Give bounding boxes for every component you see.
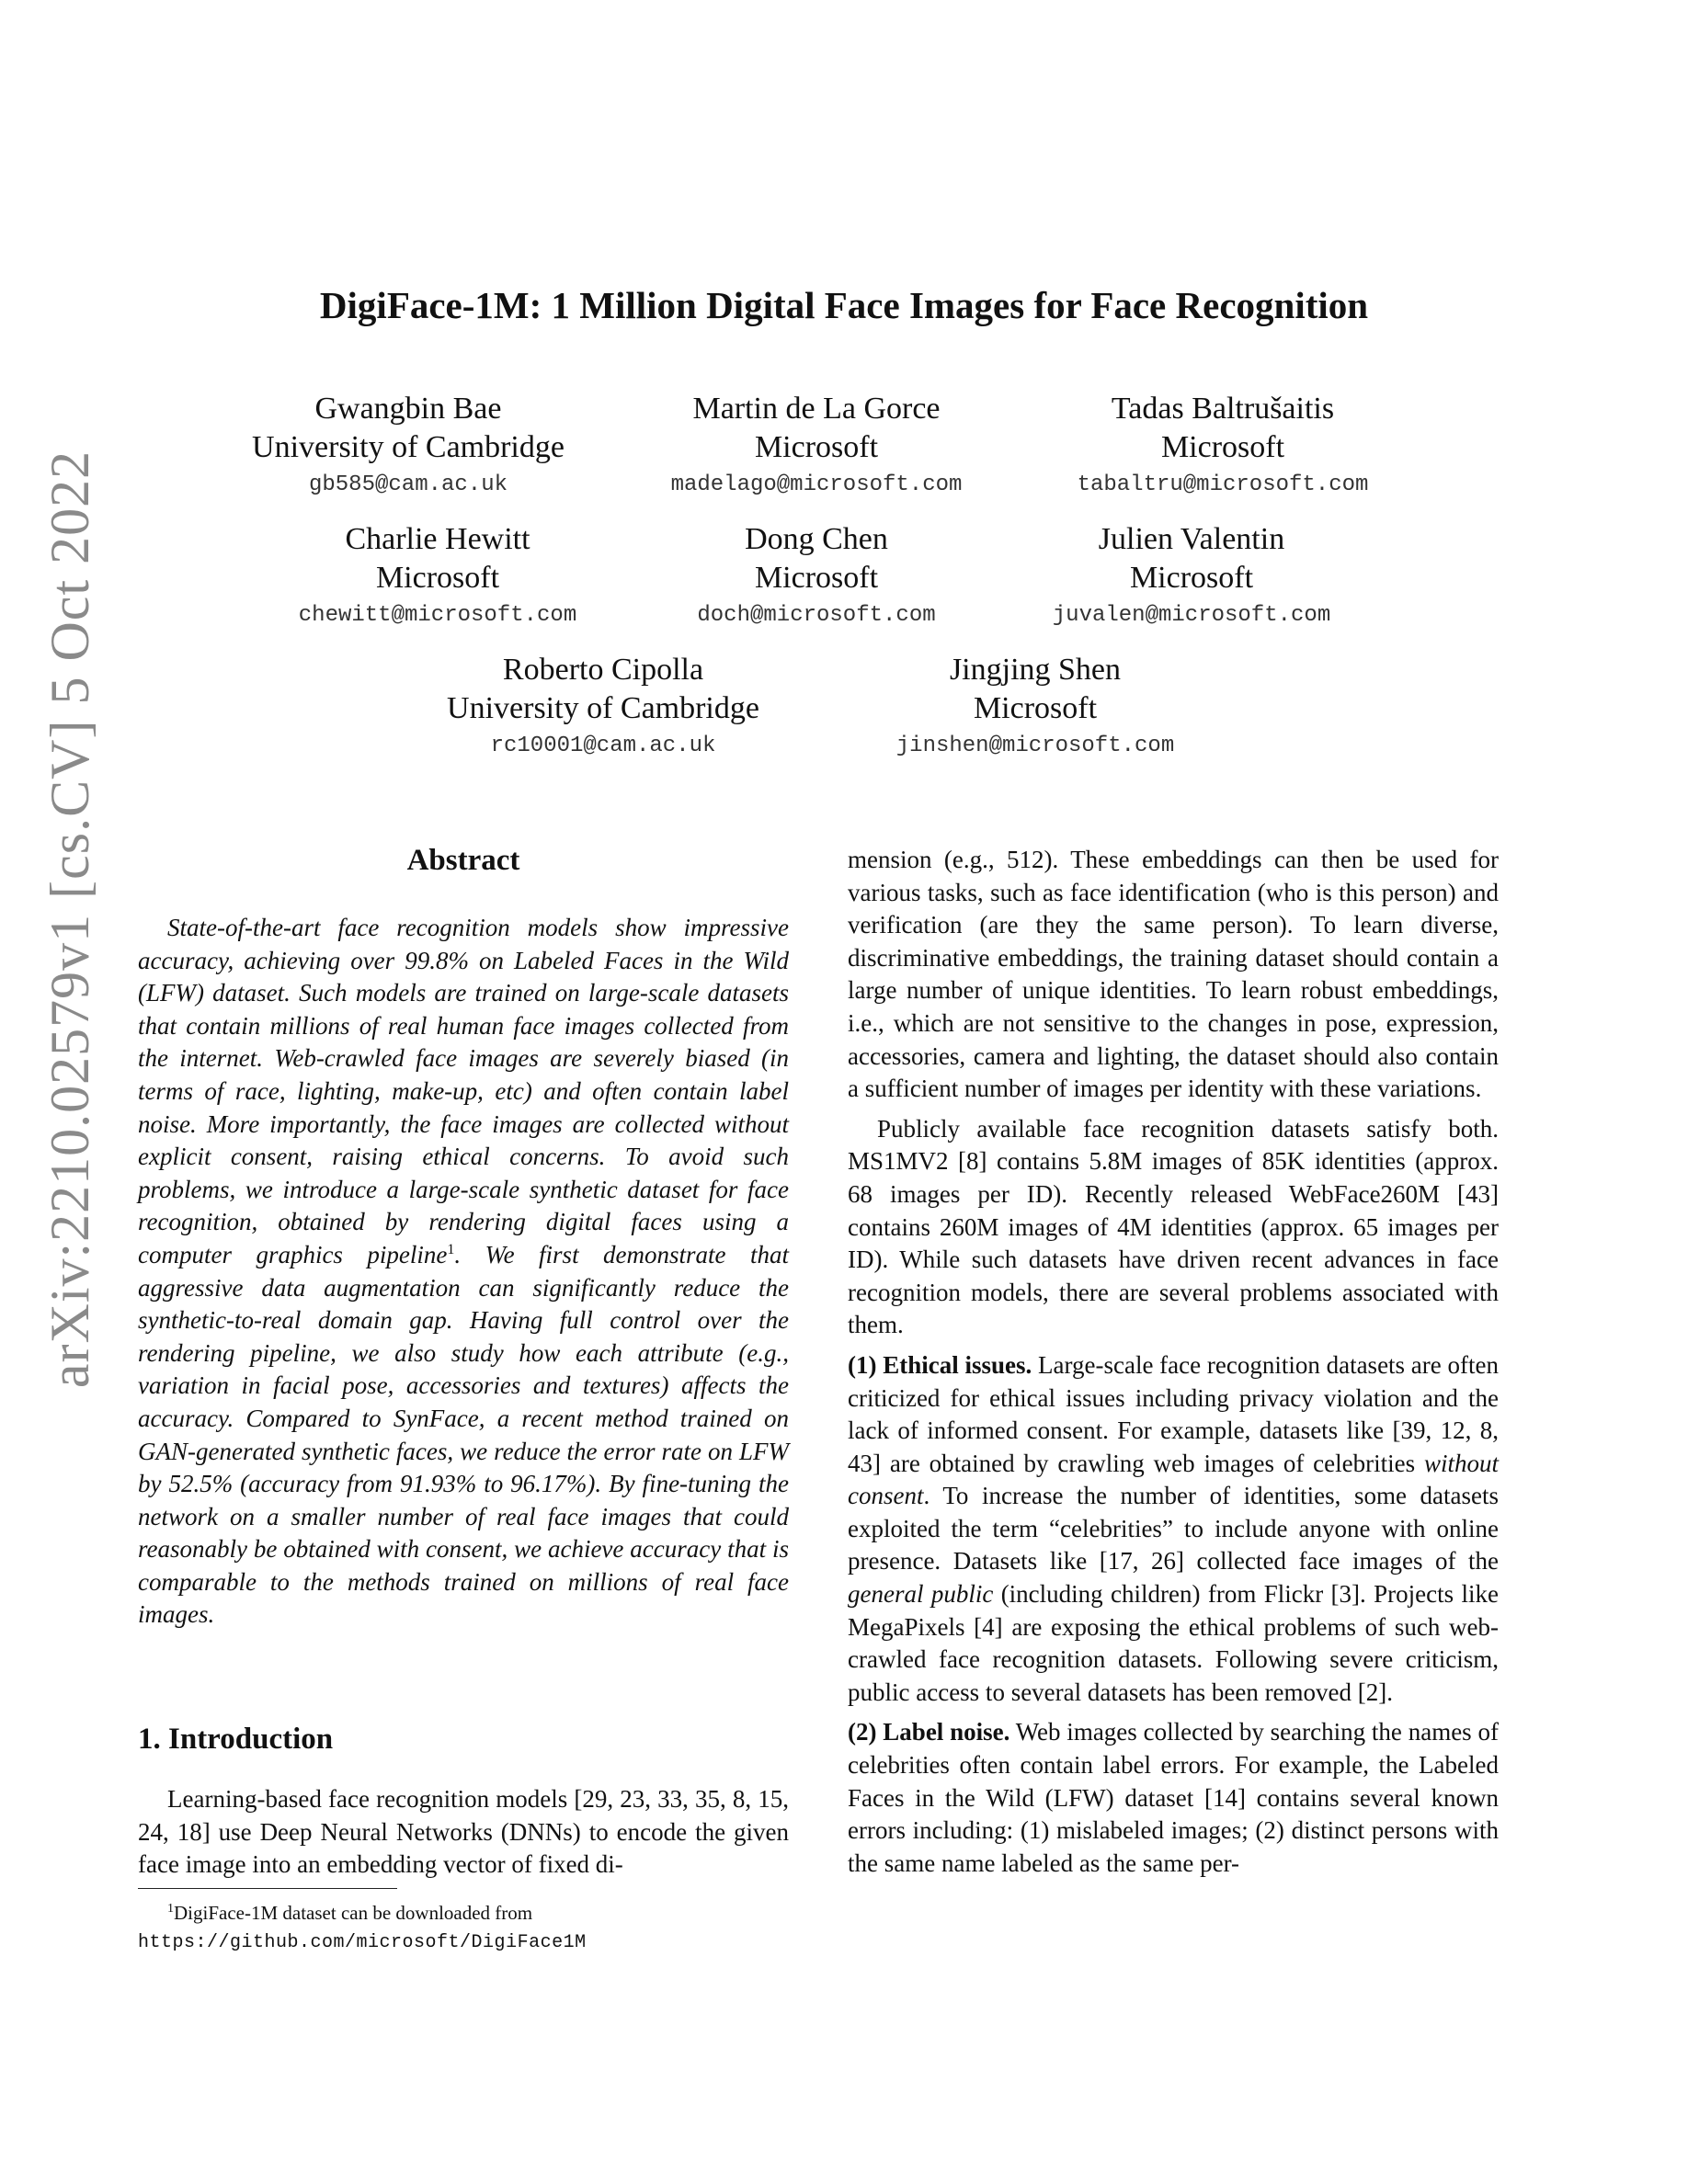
author-name: Julien Valentin xyxy=(1098,522,1285,556)
author-email[interactable]: rc10001@cam.ac.uk xyxy=(490,734,716,758)
right-column xyxy=(848,844,1499,1887)
author-affiliation: Microsoft xyxy=(754,561,879,595)
footnote xyxy=(138,1895,789,1957)
paragraph-ethical-issues xyxy=(848,1349,1499,1710)
emphasis-text: general public xyxy=(848,1580,994,1609)
author-affiliation: Microsoft xyxy=(1129,561,1254,595)
author-block xyxy=(965,390,1480,504)
author-email[interactable]: madelago@microsoft.com xyxy=(670,472,963,497)
author-affiliation: University of Cambridge xyxy=(252,430,565,464)
author-block xyxy=(934,520,1449,634)
abstract-heading: Abstract xyxy=(406,844,520,877)
author-email[interactable]: jinshen@microsoft.com xyxy=(895,734,1175,758)
arxiv-identifier-stamp: arXiv:2210.02579v1 [cs.CV] 5 Oct 2022 xyxy=(40,449,100,1389)
paper-title: DigiFace-1M: 1 Million Digital Face Images for Face Recognition xyxy=(319,284,1369,326)
introduction-paragraph: Learning-based face recognition models [29, 23, 33, 35, 8, 15, 24, 18] use Deep Neural Networks (DNNs) to encode the given face image into an embedding vector of fixed di- xyxy=(138,1785,789,1879)
author-email[interactable]: gb585@cam.ac.uk xyxy=(308,472,508,497)
section-heading-introduction: 1. Introduction xyxy=(138,1723,334,1756)
author-name: Martin de La Gorce xyxy=(692,392,941,426)
author-name: Jingjing Shen xyxy=(949,653,1122,687)
paragraph: Publicly available face recognition datasets satisfy both. MS1MV2 [8] contains 5.8M images of 85K identities (approx. 68 images per ID). Recently released WebFace260M [43] contains 260M images of 4M identities (approx. 65 images per ID). While such datasets have driven recent advances in face recognition models, there are several problems associated with them. xyxy=(848,1114,1499,1339)
author-name: Gwangbin Bae xyxy=(314,392,502,426)
paragraph-label: (1) Ethical issues. xyxy=(848,1350,1032,1379)
abstract-text-part2: . We first demonstrate that aggressive data augmentation can significantly reduce the synthetic-to-real domain gap. Having full control over the rendering pipeline, we also study how each attribute (e.g., variation in facial pose, accessories and textures) affects the accuracy. Compared to SynFace, a recent method trained on GAN-generated synthetic faces, we reduce the error rate on LFW by 52.5% (accuracy from 91.93% to 96.17%). By fine-tuning the network on a smaller number of real face images that could reasonably be obtained with consent, we achieve accuracy that is comparable to the methods trained on millions of real face images. xyxy=(138,1240,789,1629)
paragraph-text: . To increase the number of identities, some datasets exploited the term “celebrities” to include anyone with online presence. Datasets like [17, 26] collected face images of the xyxy=(848,1482,1499,1575)
author-email[interactable]: chewitt@microsoft.com xyxy=(298,603,577,628)
author-email[interactable]: doch@microsoft.com xyxy=(697,603,936,628)
paragraph-label-noise xyxy=(848,1716,1499,1880)
author-affiliation: Microsoft xyxy=(375,561,500,595)
author-affiliation: Microsoft xyxy=(754,430,879,464)
emphasis-text: without consent xyxy=(848,1449,1499,1510)
footnote-divider xyxy=(138,1888,397,1889)
author-name: Tadas Baltrušaitis xyxy=(1111,392,1335,426)
footnote-text: DigiFace-1M dataset can be downloaded from xyxy=(174,1902,533,1924)
author-name: Roberto Cipolla xyxy=(502,653,704,687)
author-name: Dong Chen xyxy=(745,522,888,556)
footnote-mark: 1 xyxy=(167,1902,174,1916)
paragraph-label: (2) Label noise. xyxy=(848,1718,1010,1746)
abstract-text-part1: State-of-the-art face recognition models show impressive accuracy, achieving over 99.8% on Labeled Faces in the Wild (LFW) dataset. Such models are trained on large-scale datasets that contain millions of real human face images collected from the internet. Web-crawled face images are severely biased (in terms of race, lighting, make-up, etc) and often contain label noise. More importantly, the face images are collected without explicit consent, raising ethical concerns. To avoid such problems, we introduce a large-scale synthetic dataset for face recognition, obtained by rendering digital faces using a computer graphics pipeline xyxy=(138,914,789,1268)
abstract-text xyxy=(138,912,789,1632)
paragraph-text: Large-scale face recognition datasets are often criticized for ethical issues including privacy violation and the lack of informed consent. For example, datasets like [39, 12, 8, 43] are obtained by crawling web images of celebrities xyxy=(848,1350,1499,1477)
author-name: Charlie Hewitt xyxy=(345,522,530,556)
author-affiliation: Microsoft xyxy=(973,691,1098,725)
footnote-url-link[interactable]: https://github.com/microsoft/DigiFace1M xyxy=(138,1932,587,1953)
author-affiliation: University of Cambridge xyxy=(447,691,759,725)
footnote-reference[interactable]: 1 xyxy=(447,1241,455,1257)
author-email[interactable]: juvalen@microsoft.com xyxy=(1052,603,1331,628)
paragraph-text: Web images collected by searching the names of celebrities often contain label errors. For example, the Labeled Faces in the Wild (LFW) dataset [14] contains several known errors including: (1) mislabeled images; (2) distinct persons with the same name labeled as the same per- xyxy=(848,1718,1499,1877)
author-email[interactable]: tabaltru@microsoft.com xyxy=(1077,472,1369,497)
author-block xyxy=(778,651,1293,765)
paragraph: mension (e.g., 512). These embeddings can then be used for various tasks, such as face identification (who is this person) and verification (are they the same person). To learn diverse, discriminative embeddings, the training dataset should contain a large number of unique identities. To learn robust embeddings, i.e., which are not sensitive to the changes in pose, expression, accessories, camera and lighting, the dataset should also contain a sufficient number of images per identity with these variations. xyxy=(848,846,1499,1103)
author-affiliation: Microsoft xyxy=(1160,430,1285,464)
paragraph-text: (including children) from Flickr [3]. Projects like MegaPixels [4] are exposing the ethical problems of such web-crawled face recognition datasets. Following severe criticism, public access to several datasets has been removed [2]. xyxy=(848,1580,1499,1706)
